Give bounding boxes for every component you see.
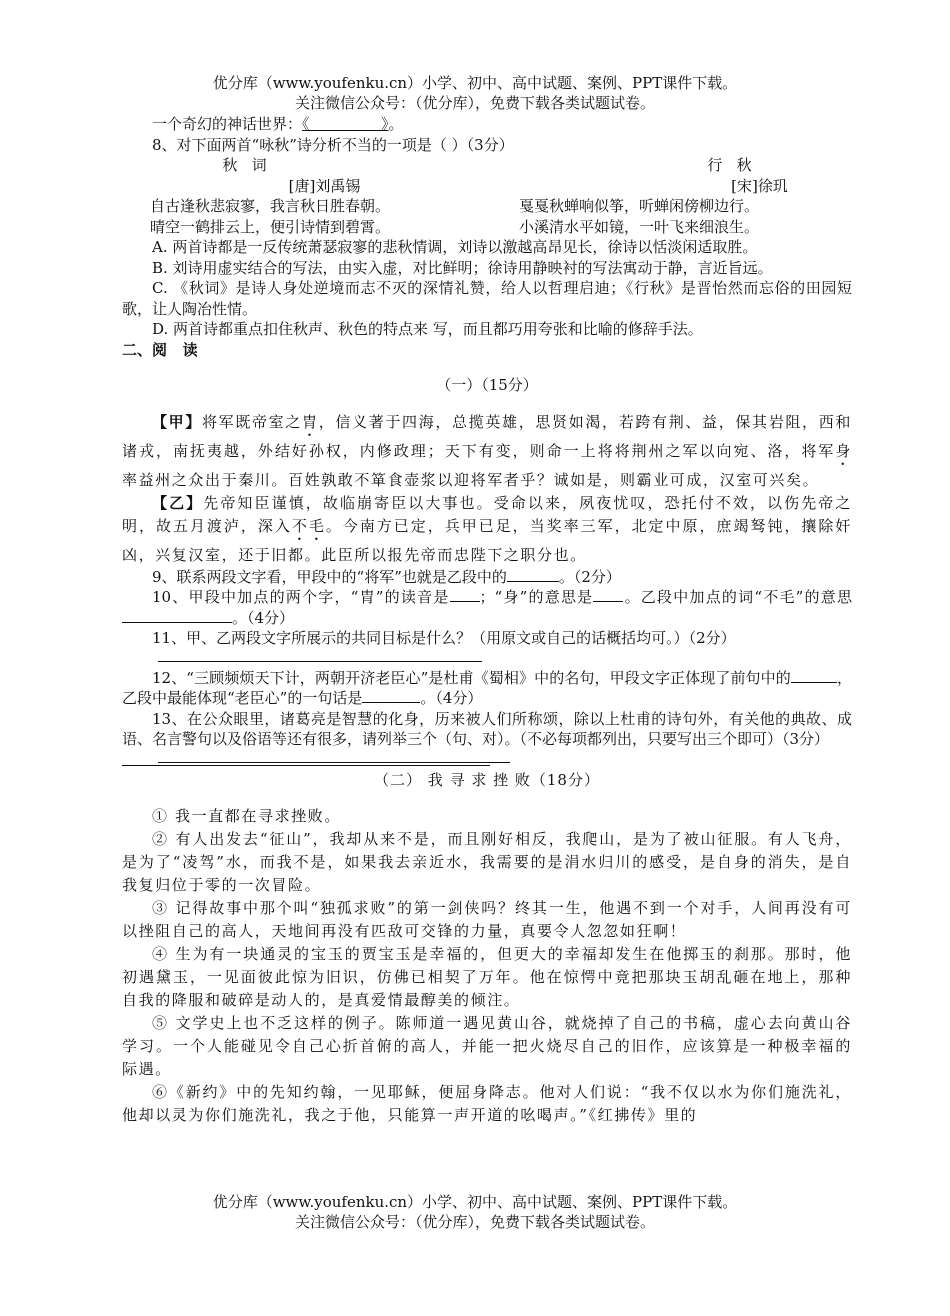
poem-xingqiu-line-1: 戛戛秋蝉响似筝，听蝉闲傍柳边行。	[519, 197, 760, 215]
q8-stem: 8、对下面两首“咏秋”诗分析不当的一项是（ ）（3分）	[152, 135, 514, 154]
header-line-1: 优分库（www.youfenku.cn）小学、初中、高中试题、案例、PPT课件下载。	[212, 74, 738, 92]
q10-blank-1[interactable]	[450, 587, 480, 602]
passage-yi	[122, 492, 852, 567]
q12-blank-1[interactable]	[791, 668, 837, 683]
passage-jia-label: 【甲】	[152, 412, 203, 431]
q12-c: 。（4分）	[420, 689, 483, 707]
footer-line-2: 关注微信公众号：（优分库），免费下载各类试题试卷。	[294, 1213, 655, 1231]
q10-blank-3[interactable]	[122, 608, 232, 623]
para-1: ① 我一直都在寻求挫败。	[152, 807, 341, 825]
q10-blank-2[interactable]	[593, 587, 623, 602]
poem-xingqiu-title: 行 秋	[707, 156, 752, 174]
poem-qiuci-line-2: 晴空一鹤排云上，便引诗情到碧霄。	[150, 217, 391, 236]
para-2: ② 有人出发去“征山”，我却从来不是，而且刚好相反，我爬山，是为了被山征服。有人飞舟，是为了“凌驾”水，而我不是，如果我去亲近水，我需要的是涓水归川的感受，是自身的消失，是自我复归位于零的一次冒险。	[122, 830, 852, 894]
q8-option-c: C. 《秋词》是诗人身处逆境而志不灭的深情礼赞，给人以哲理启迪；《行秋》是晋怡然而忘俗的田园短歌，让人陶冶性情。	[122, 279, 852, 318]
q7-tail-text: 一个奇幻的神话世界：	[152, 115, 303, 133]
poem-xingqiu	[487, 155, 852, 237]
q8-option-d: D. 两首诗都重点扣住秋声、秋色的特点来 写，而且都巧用夸张和比喻的修辞手法。	[152, 320, 703, 338]
section-2-title: 二、阅 读	[122, 340, 198, 359]
q9-blank[interactable]	[507, 567, 559, 582]
q10-a: 10、甲段中加点的两个字，“胄”的读音是	[152, 588, 450, 606]
exam-page	[122, 114, 852, 1127]
q7-tail-end: 。	[388, 115, 404, 133]
footer-line-1: 优分库（www.youfenku.cn）小学、初中、高中试题、案例、PPT课件下载。	[212, 1193, 738, 1211]
passage-yi-label: 【乙】	[152, 493, 204, 512]
q13-answer-line[interactable]	[158, 750, 510, 763]
passage-jia-b: ，信义著于四海，总揽英雄，思贤如渴，若跨有荆、益，保其岩阻，西和诸戎，南抚夷越，外结好孙权，内修政理；天下有变，则命一上将将荆州之军以向宛、洛，将军	[122, 412, 852, 460]
poem-xingqiu-line-2: 小溪清水平如镜，一叶飞来细浪生。	[519, 217, 760, 236]
q12-b: ，乙段中最能体现“老臣心”的一句话是	[122, 668, 852, 707]
q10-c: 。乙段中加点的词“不毛”的意思	[623, 588, 852, 606]
page-footer	[0, 1192, 950, 1232]
q13: 13、在公众眼里，诸葛亮是智慧的化身，历来被人们所称颂，除以上杜甫的诗句外，有关他的典故、成语、名言警句以及俗语等还有很多，请列举三个（句、对）。（不必每项都列出，只要写出三个即可）（3分）	[122, 709, 852, 748]
part-1-title	[122, 375, 852, 396]
para-5: ⑤ 文学史上也不乏这样的例子。陈师道一遇见黄山谷，就烧掉了自己的书稿，虚心去向黄山谷学习。一个人能碰见令自己心折首俯的高人，并能一把火烧尽自己的旧作，应该算是一种极幸福的际遇。	[122, 1014, 852, 1078]
passage-yi-dot: 不毛	[291, 516, 326, 535]
modern-reading	[122, 805, 852, 1127]
q12-a: 12、“三顾频烦天下计，两朝开济老臣心”是杜甫《蜀相》中的名句，甲段文字正体现了前句中的	[152, 668, 791, 687]
q10	[122, 587, 852, 628]
q9-b: 。（2分）	[558, 567, 621, 586]
q11-answer-line[interactable]	[158, 649, 482, 662]
q7-tail-blank[interactable]: 《 》	[302, 115, 389, 133]
passage-jia-dot-2: 身	[835, 441, 852, 460]
poem-qiuci	[122, 155, 487, 237]
q7-tail	[122, 114, 852, 135]
para-6: ⑥《新约》中的先知约翰，一见耶稣，便屈身降志。他对人们说：“我不仅以水为你们施洗礼，他却以灵为你们施洗礼，我之于他，只能算一声开道的吆喝声。”《红拂传》里的	[122, 1083, 852, 1124]
q9	[122, 567, 852, 588]
part-2-title-text: （二） 我 寻 求 挫 败（18分）	[374, 770, 600, 789]
passage-yi-a: 先帝知臣谨慎，故临崩寄臣以大事也。受命以来，夙夜忧叹，恐托付不效，以伤先帝之明，故五月渡泸，深入	[122, 493, 852, 535]
q11: 11、甲、乙两段文字所展示的共同目标是什么？（用原文或自己的话概括均可。）（2分）	[152, 629, 736, 647]
q8-option-a: A. 两首诗都是一反传统萧瑟寂寥的悲秋情调，刘诗以激越高昂见长，徐诗以恬淡闲适取胜。	[152, 238, 758, 256]
header-line-2: 关注微信公众号：（优分库），免费下载各类试题试卷。	[294, 94, 655, 112]
poem-qiuci-title: 秋 词	[222, 156, 267, 174]
para-4: ④ 生为有一块通灵的宝玉的贾宝玉是幸福的，但更大的幸福却发生在他掷玉的刹那。那时，他初遇黛玉，一见面彼此惊为旧识，仿佛已相契了万年。他在惊愕中竟把那块玉胡乱砸在地上，那种自我的降服和破碎是动人的，是真爱情最醇美的倾注。	[122, 945, 852, 1009]
poem-pair	[122, 155, 852, 237]
poem-qiuci-line-1: 自古逢秋悲寂寥，我言秋日胜春朝。	[150, 197, 391, 215]
q9-a: 9、联系两段文字看，甲段中的“将军”也就是乙段中的	[152, 567, 507, 586]
q12	[122, 668, 852, 709]
poem-qiuci-author: [唐]刘禹锡	[288, 176, 361, 195]
section-divider	[122, 765, 490, 766]
passage-jia-c: 率益州之众出于秦川。百姓孰敢不箪食壶浆以迎将军者乎？诚如是，则霸业可成，汉室可兴矣。	[122, 470, 820, 489]
passage-jia-a: 将军既帝室之	[202, 412, 303, 431]
part-2-title	[122, 770, 852, 791]
q10-b: ；“身”的意思是	[479, 588, 594, 606]
q12-blank-2[interactable]	[362, 688, 420, 703]
q10-d: 。（4分）	[232, 608, 295, 627]
part-1-title-text: （一）（15分）	[436, 376, 538, 394]
page-header	[0, 73, 950, 113]
classical-reading	[122, 411, 852, 567]
para-3: ③ 记得故事中那个叫“独孤求败”的第一剑侠吗？终其一生，他遇不到一个对手，人间再没有可以挫阻自己的高人，天地间再没有匹敌可交锋的力量，真要令人忽忽如狂啊！	[122, 899, 852, 940]
q8-option-b: B. 刘诗用虚实结合的写法，由实入虚，对比鲜明；徐诗用静映衬的写法寓动于静，言近旨远。	[152, 258, 773, 277]
passage-yi-b: 。今南方已定，兵甲已足，当奖率三军，北定中原，庶竭驽钝，攘除奸凶，兴复汉室，还于旧都。此臣所以报先帝而忠陛下之职分也。	[122, 516, 852, 564]
poem-xingqiu-author: [宋]徐玑	[731, 176, 788, 195]
passage-jia-dot-1: 胄	[302, 412, 319, 431]
passage-jia	[122, 411, 852, 492]
